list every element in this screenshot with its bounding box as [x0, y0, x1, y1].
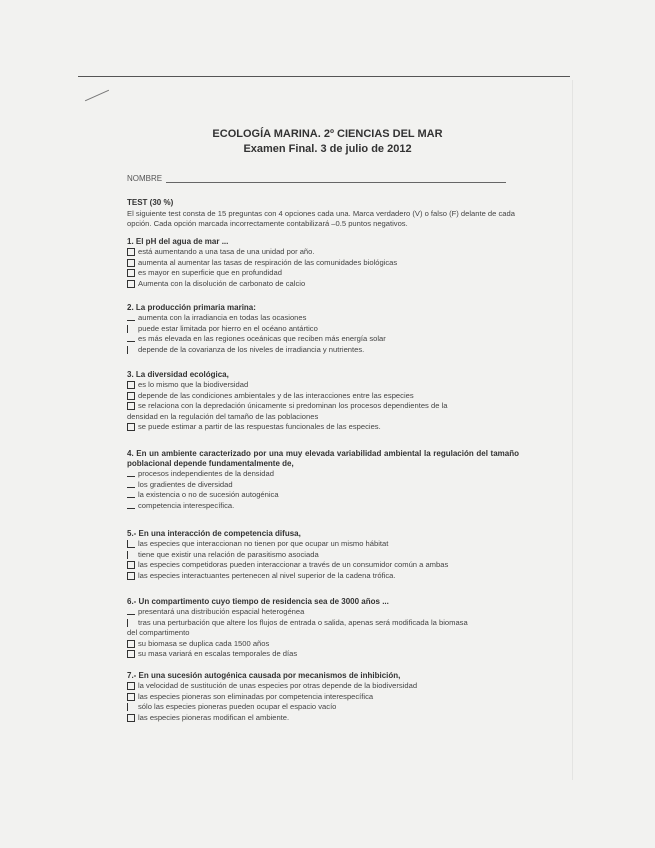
checkbox[interactable]	[127, 248, 135, 256]
option-row	[127, 607, 519, 618]
answer-blank[interactable]	[127, 619, 135, 627]
name-field[interactable]	[127, 174, 506, 183]
question-7	[127, 671, 519, 723]
checkbox[interactable]	[127, 650, 135, 658]
option-row	[127, 571, 519, 582]
question-title: 1. El pH del agua de mar ...	[127, 237, 229, 246]
option-text: es lo mismo que la biodiversidad	[138, 380, 249, 389]
option-text: aumenta al aumentar las tasas de respiración de las comunidades biológicas	[138, 257, 398, 267]
checkbox[interactable]	[127, 640, 135, 648]
checkbox[interactable]	[127, 259, 135, 267]
checkbox[interactable]	[127, 561, 135, 569]
checkbox[interactable]	[127, 280, 135, 288]
question-title: 7.- En una sucesión autogénica causada por mecanismos de inhibición,	[127, 671, 401, 680]
option-row	[127, 560, 519, 571]
option-text: es más elevada en las regiones oceánicas que reciben más energía solar	[138, 334, 386, 344]
option-text: las especies interactuantes pertenecen al nivel superior de la cadena trófica.	[138, 570, 396, 580]
question-title: 4. En un ambiente caracterizado por una muy elevada variabilidad ambiental la regulación del tamaño poblacional depende fundamentalmente de,	[127, 449, 519, 468]
question-5	[127, 529, 519, 581]
option-row	[127, 324, 519, 335]
option-row	[127, 550, 519, 561]
option-text: los gradientes de diversidad	[138, 479, 233, 489]
option-row	[127, 480, 519, 491]
option-text: depende de la covarianza de los niveles de irradiancia y nutrientes.	[138, 344, 365, 354]
option-row	[127, 539, 519, 550]
option-row	[127, 469, 519, 480]
answer-blank[interactable]	[127, 325, 135, 333]
answer-blank[interactable]	[127, 490, 135, 498]
option-row	[127, 334, 519, 345]
question-4	[127, 449, 519, 511]
option-row	[127, 268, 519, 279]
option-row	[127, 247, 519, 258]
option-row	[127, 391, 519, 402]
checkbox[interactable]	[127, 682, 135, 690]
answer-blank[interactable]	[127, 551, 135, 559]
option-text: presentará una distribución espacial heterogénea	[138, 607, 305, 616]
option-text: sólo las especies pioneras pueden ocupar el espacio vacío	[138, 702, 337, 712]
option-row	[127, 380, 519, 391]
question-3	[127, 370, 519, 433]
name-label: NOMBRE	[127, 174, 163, 183]
option-text: su biomasa se duplica cada 1500 años	[138, 638, 270, 648]
option-row	[127, 618, 519, 629]
question-6	[127, 597, 519, 660]
answer-blank[interactable]	[127, 607, 135, 615]
checkbox[interactable]	[127, 423, 135, 431]
checkbox[interactable]	[127, 572, 135, 580]
option-continuation: del compartimento	[127, 628, 190, 638]
checkbox[interactable]	[127, 693, 135, 701]
option-row	[127, 501, 519, 512]
option-text: depende de las condiciones ambientales y de las interacciones entre las especies	[138, 390, 414, 400]
option-row	[127, 692, 519, 703]
option-row	[127, 649, 519, 660]
checkbox[interactable]	[127, 714, 135, 722]
answer-blank[interactable]	[127, 703, 135, 711]
answer-blank[interactable]	[127, 313, 135, 321]
name-line[interactable]	[166, 174, 506, 183]
question-title: 6.- Un compartimento cuyo tiempo de residencia sea de 3000 años ...	[127, 597, 389, 606]
option-text: se puede estimar a partir de las respuestas funcionales de las especies.	[138, 422, 381, 432]
option-continuation: densidad en la regulación del tamaño de las poblaciones	[127, 411, 319, 421]
option-text: las especies pioneras son eliminadas por competencia interespecífica	[138, 691, 374, 701]
option-text: la existencia o no de sucesión autogénica	[138, 490, 279, 500]
scan-edge	[572, 80, 573, 780]
question-1	[127, 237, 519, 289]
checkbox[interactable]	[127, 381, 135, 389]
option-row	[127, 258, 519, 269]
option-row	[127, 313, 519, 324]
option-row	[127, 713, 519, 724]
answer-blank[interactable]	[127, 501, 135, 509]
option-row	[127, 422, 519, 433]
top-rule	[78, 76, 570, 77]
question-title: 3. La diversidad ecológica,	[127, 370, 229, 379]
question-2	[127, 303, 519, 355]
option-row	[127, 401, 519, 412]
option-row	[127, 681, 519, 692]
test-instructions: El siguiente test consta de 15 preguntas con 4 opciones cada una. Marca verdadero (V) o falso (F) delante de cada opción. Cada opción marcada incorrectamente contabilizará –0.5 puntos negativos.	[127, 209, 515, 228]
option-text: tiene que existir una relación de parasitismo asociada	[138, 549, 319, 559]
checkbox[interactable]	[127, 402, 135, 410]
option-text: su masa variará en escalas temporales de días	[138, 649, 298, 659]
exam-subtitle: Examen Final. 3 de julio de 2012	[243, 143, 412, 155]
checkbox[interactable]	[127, 392, 135, 400]
question-title: 5.- En una interacción de competencia difusa,	[127, 529, 301, 538]
option-row	[127, 639, 519, 650]
question-title: 2. La producción primaria marina:	[127, 303, 256, 312]
option-row	[127, 702, 519, 713]
option-text: las especies que interaccionan no tienen por que ocupar un mismo hábitat	[138, 539, 389, 548]
option-text: las especies competidoras pueden interaccionar a través de un consumidor común a ambas	[138, 560, 449, 570]
answer-blank[interactable]	[127, 480, 135, 488]
option-row	[127, 490, 519, 501]
test-heading: TEST (30 %)	[127, 198, 174, 207]
option-text: se relaciona con la depredación únicamente si predominan los procesos dependientes de la	[138, 401, 448, 411]
checkbox[interactable]	[127, 269, 135, 277]
option-text: la velocidad de sustitución de unas especies por otras depende de la biodiversidad	[138, 681, 418, 690]
option-row	[127, 279, 519, 290]
answer-blank[interactable]	[127, 469, 135, 477]
exam-title: ECOLOGÍA MARINA. 2º CIENCIAS DEL MAR	[212, 128, 443, 140]
option-text: tras una perturbación que altere los flujos de entrada o salida, apenas será modificada la biomasa	[138, 617, 468, 627]
option-text: competencia interespecífica.	[138, 500, 235, 510]
option-text: es mayor en superficie que en profundidad	[138, 268, 282, 278]
pen-mark	[85, 90, 109, 101]
option-text: procesos independientes de la densidad	[138, 469, 274, 478]
answer-blank[interactable]	[127, 346, 135, 354]
option-text: aumenta con la irradiancia en todas las ocasiones	[138, 313, 307, 322]
option-text: puede estar limitada por hierro en el océano antártico	[138, 323, 318, 333]
option-row	[127, 345, 519, 356]
option-text: Aumenta con la disolución de carbonato de calcio	[138, 278, 306, 288]
option-text: las especies pioneras modifican el ambiente.	[138, 712, 290, 722]
answer-blank[interactable]	[127, 540, 135, 548]
answer-blank[interactable]	[127, 334, 135, 342]
option-text: está aumentando a una tasa de una unidad por año.	[138, 247, 315, 256]
